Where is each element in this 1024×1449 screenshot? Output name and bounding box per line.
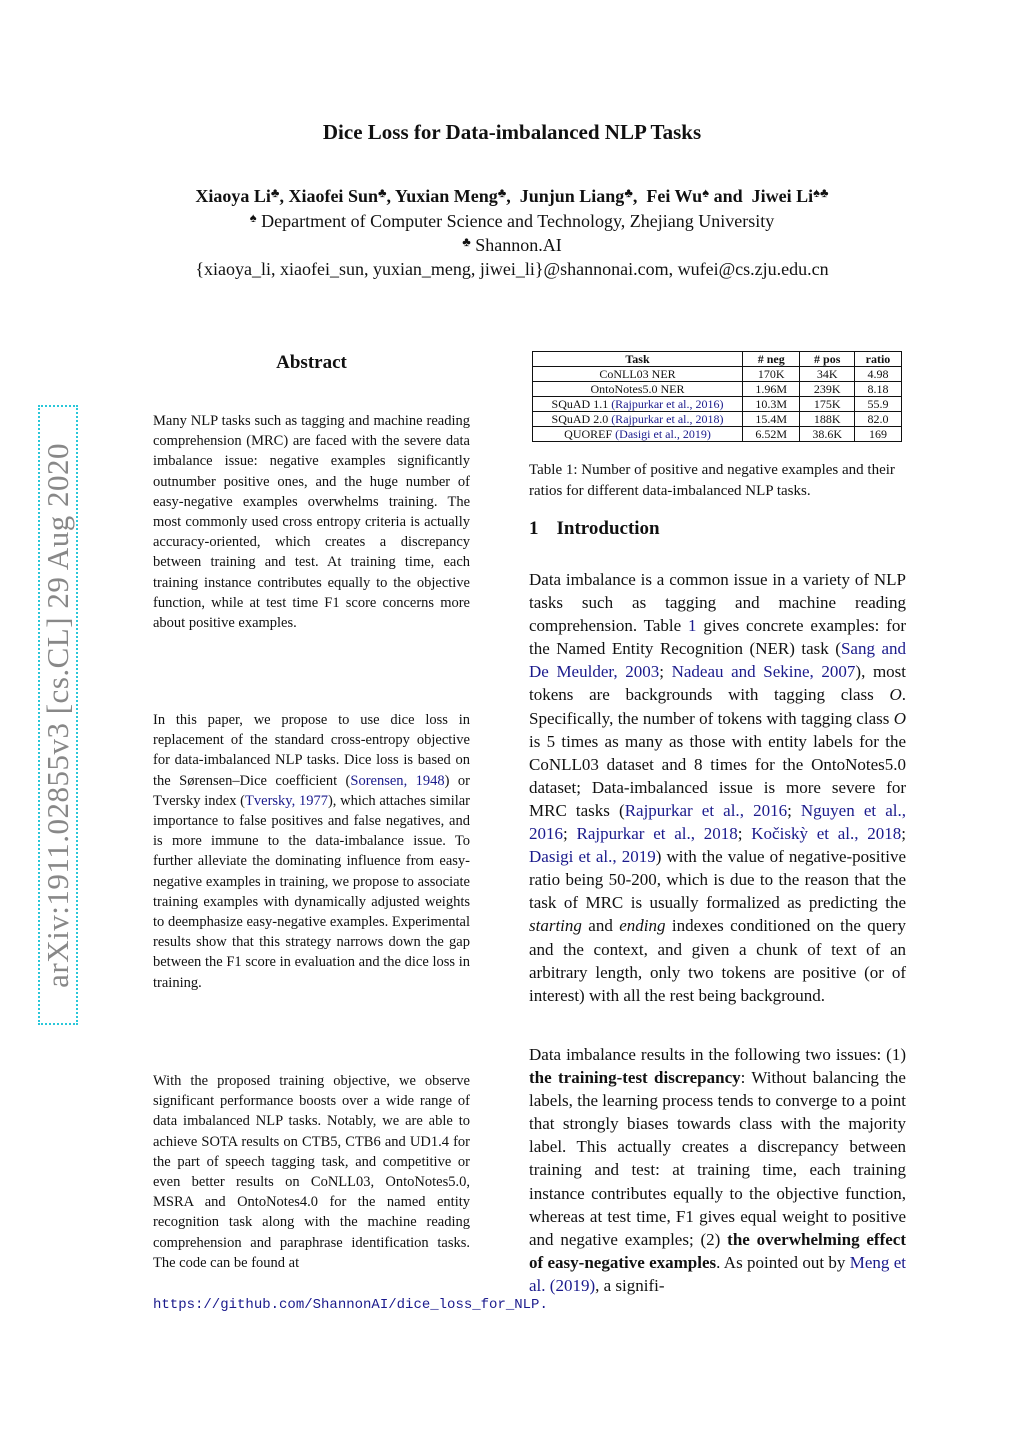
table-caption: Table 1: Number of positive and negative examples and their ratios for different data-imbalanced NLP tasks. [529,462,895,499]
affiliation: ♣ Shannon.AI [462,234,562,255]
table-header: # pos [800,352,854,367]
citation-link[interactable]: Rajpurkar et al., 2016 [624,800,788,820]
abstract-heading: Abstract [276,352,347,373]
citation-link[interactable]: Nguyen et al., 2016 [529,800,906,844]
table-row [533,367,902,382]
author: Jiwei Li♠♣ [751,185,829,206]
data-imbalance-table [532,351,902,442]
citation-link[interactable]: Rajpurkar et al., 2018 [576,824,738,844]
table-cell: 1.96M [743,382,800,397]
table-ref-link[interactable]: 1 [687,616,697,636]
intro-paragraph: Data imbalance is a common issue in a variety of NLP tasks such as tagging and machine reading comprehension. Table 1 gives concrete examples: for the Named Entity Recognition (NER) task (Sang and De Meulder, 2003; Nadeau and Sekine, 2007), most tokens are backgrounds with tagging class O. Specifically, the number of tokens with tagging class O is 5 times as many as those with entity labels for the CoNLL03 dataset and 8 times for the OntoNotes5.0 dataset; Data-imbalanced issue is more severe for MRC tasks (Rajpurkar et al., 2016; Nguyen et al., 2016; Rajpurkar et al., 2018; Kočiskỳ et al., 2018; Dasigi et al., 2019) with the value of negative-positive ratio being 50-200, which is due to the reason that the task of MRC is usually formalized as predicting the starting and ending indexes conditioned on the query and the context, and given a chunk of text of an arbitrary length, only two tokens are positive (or of interest) with all the rest being background. [529,570,907,1005]
author: Xiaoya Li♣ [195,185,280,206]
abstract-paragraph: Many NLP tasks such as tagging and machine reading comprehension (MRC) are faced with the severe data imbalance issue: negative examples significantly outnumber positive ones, and the huge number of easy-negative examples overwhelms training. The most commonly used cross entropy criteria is actually accuracy-oriented, which creates a discrepancy between training and test. At training time, each training instance contributes equally to the objective function, while at test time F1 score concerns more about positive examples. [153,413,470,632]
citation-link[interactable]: Sang and De Meulder, 2003 [529,639,906,682]
citation-link[interactable]: Sorensen, 1948 [350,772,445,789]
author-list: Xiaoya Li♣, Xiaofei Sun♣, Yuxian Meng♣, Junjun Liang♣, Fei Wu♠ and Jiwei Li♠♣ [195,185,829,206]
table-cell: 188K [800,412,854,427]
author: Xiaofei Sun♣ [288,185,387,206]
table-cell: 15.4M [743,412,800,427]
and-word: and [713,186,743,206]
abstract-paragraph: With the proposed training objective, we observe significant performance boosts over a wide range of data imbalanced NLP tasks. Notably, we are able to achieve SOTA results on CTB5, CTB6 and UD1.4 for the part of speech tagging task, and competitive or even better results on CoNLL03, OntoNotes5.0, MSRA and OntoNotes4.0 for the named entity recognition task along with the machine reading comprehension and paraphrase identification tasks. The code can be found at [153,1073,470,1271]
citation-link[interactable]: (Rajpurkar et al., 2018) [611,412,724,426]
table-cell: 175K [800,397,854,412]
table-cell: 170K [743,367,800,382]
table-row [533,427,902,442]
table-cell: 55.9 [854,397,901,412]
intro-paragraph: Data imbalance results in the following two issues: (1) the training-test discrepancy: Without balancing the labels, the learning process tends to converge to a point that strongly biases towards class with the majority label. This actually creates a discrepancy between training and test: at training time, each training instance contributes equally to the objective function, whereas at test time, F1 gives equal weight to positive and negative examples; (2) the overwhelming effect of easy-negative examples. As pointed out by Meng et al. (2019), a signifi- [529,1045,907,1295]
author-emails: {xiaoya_li, xiaofei_sun, yuxian_meng, jiwei_li}@shannonai.com, wufei@cs.zju.edu.cn [195,259,829,279]
table-cell: 82.0 [854,412,901,427]
table-cell: QUOREF (Dasigi et al., 2019) [533,427,743,442]
table-header-row [533,352,902,367]
citation-link[interactable]: Tversky, 1977 [245,792,328,809]
table-header: Task [533,352,743,367]
table-cell: 169 [854,427,901,442]
abstract-paragraph: In this paper, we propose to use dice loss in replacement of the standard cross-entropy objective for data-imbalanced NLP tasks. Dice loss is based on the Sørensen–Dice coefficient (Sorensen, 1948) or Tversky index (Tversky, 1977), which attaches similar importance to false positives and false negatives, and is more immune to the data-imbalance issue. To further alleviate the dominating influence from easy-negative examples in training, we propose to associate training examples with dynamically adjusted weights to deemphasize easy-negative examples. Experimental results show that this strategy narrows down the gap between the F1 score in evaluation and the dice loss in training. [153,712,471,991]
code-url-link[interactable]: https://github.com/ShannonAI/dice_loss_for_NLP. [153,1297,548,1313]
table-cell: 38.6K [800,427,854,442]
author: Junjun Liang♣ [519,185,633,206]
table-row [533,412,902,427]
citation-link[interactable]: Nadeau and Sekine, 2007 [671,662,856,682]
table-header: # neg [743,352,800,367]
affiliation: ♠ Department of Computer Science and Technology, Zhejiang University [249,210,775,231]
table-cell: 6.52M [743,427,800,442]
citation-link[interactable]: Kočiskỳ et al., 2018 [751,824,902,844]
table-row [533,382,902,397]
table-cell: SQuAD 2.0 (Rajpurkar et al., 2018) [533,412,743,427]
table-header: ratio [854,352,901,367]
citation-link[interactable]: (Dasigi et al., 2019) [615,427,711,441]
table-cell: 8.18 [854,382,901,397]
table-cell: CoNLL03 NER [533,367,743,382]
table-cell: OntoNotes5.0 NER [533,382,743,397]
table-cell: 34K [800,367,854,382]
citation-link[interactable]: (Rajpurkar et al., 2016) [611,397,724,411]
table-cell: 10.3M [743,397,800,412]
table-row [533,397,902,412]
table-cell: SQuAD 1.1 (Rajpurkar et al., 2016) [533,397,743,412]
paper-title: Dice Loss for Data-imbalanced NLP Tasks [322,120,702,144]
citation-link[interactable]: (2019) [549,1275,596,1295]
author: Fei Wu♠ [646,185,710,206]
table-cell: 4.98 [854,367,901,382]
table-cell: 239K [800,382,854,397]
author: Yuxian Meng♣ [394,185,507,206]
citation-link[interactable]: Dasigi et al., 2019 [529,847,656,867]
arxiv-stamp[interactable]: arXiv:1911.02855v3 [cs.CL] 29 Aug 2020 [38,405,78,1025]
citation-link[interactable]: Meng et al. [529,1252,906,1295]
section-heading: 1 Introduction [529,518,660,539]
